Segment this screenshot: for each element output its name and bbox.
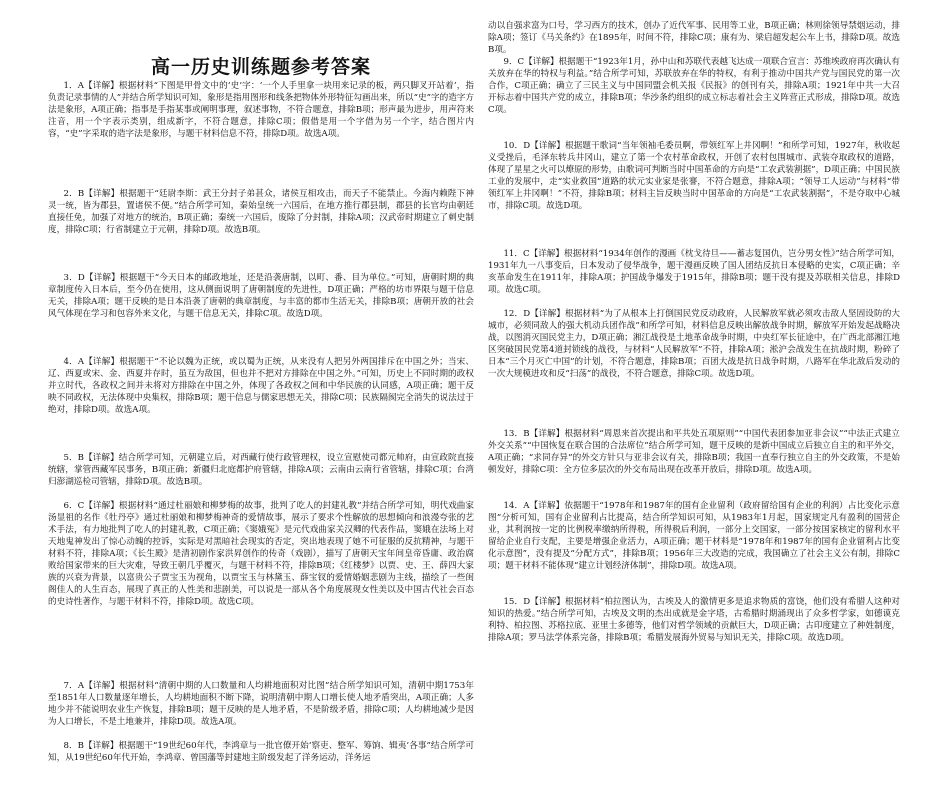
- left-column-body: [48, 80, 474, 788]
- answer-3: 3．D【详解】根据题干“今天日本的邮政地址，还是沿袭唐制，以町、番、目为单位。”可知，唐朝时期的典章制度传入日本后，至今仍在使用，这从侧面说明了唐朝制度的先进性，D项正确；严格的坊市界限与题干信息无关，排除A项；题干反映的是日本沿袭了唐朝的典章制度，与丰富的都市生活无关，排除B项；唐朝开放的社会风气体现在学习和包容外来文化，与题干信息无关，排除C项。故选D项。: [48, 273, 474, 319]
- answer-13: 13．B【详解】根据材料“周恩来首次提出和平共处五项原则”“中国代表团参加亚非会议”“中法正式建立外交关系”“中国恢复在联合国的合法席位”结合所学可知，题干反映的是新中国成立后独立自主的和平外交，A项正确；“求同存异”的外交方针只与亚非会议有关，排除B项；我国一直奉行独立自主的外交政策，不是始顿发好，排除C项：全方位多层次的外交布局出现在改革开放后，排除D项。故选A项。: [488, 429, 900, 475]
- answer-10: 10．D【详解】根据题干歌词“当年领袖毛委员啊，带领红军上井冈啊！”和所学可知，1927年，秋收起义受挫后，毛泽东转兵井冈山，建立了第一个农村革命政权，开创了农村包围城市、武装夺取政权的道路，体现了星星之火可以燎原的形势，由歌词可判断当时中国革命的方向是“工农武装割据”，D项正确；中国民族工业的发展中，走“实业救国”道路的状元实业家是张謇，不符合题意，排除A项；“领导工人运动”与材料“带领红军上井冈啊！”不符，排除B项；材料主旨反映当时中国革命的方向是“工农武装割据”，不是夺取中心城市，排除C项。故选D项。: [488, 141, 900, 211]
- answer-14: 14．A【详解】依据题干“1978年和1987年的国有企业留利（政府留给国有企业的利润）占比变化示意图”分析可知，国有企业留利占比提高，结合所学知识可知，从1983年1月起，国家规定凡有盈利的国营企业，其利润按一定的比例税率缴纳所得税，所得税后利润，一部分上交国家，一部分按国家核定的留利水平留给企业自行支配，主要是增强企业活力，A项正确；题干材料是“1978年和1987年的国有企业留利占比变化示意图”，没有提及“分配方式”，排除B项；1956年三大改造的完成，我国确立了社会主义公有制，排除C项；题干材料不能体现“建立计划经济体制”，排除D项。故选A项。: [488, 501, 900, 571]
- left-column: [48, 0, 474, 763]
- right-column-body: [488, 20, 900, 656]
- answer-8: 8．B【详解】根据题干“19世纪60年代，李鸿章与一批官僚开始‘察吏、整军、筹饷、辑夷’各事”结合所学可知，从19世纪60年代开始，李鸿章、曾国藩等封建地主阶级发起了洋务运动，洋务运: [48, 741, 474, 763]
- answer-8-continued: 动以自强求富为口号，学习西方的技术，创办了近代军事、民用等工业，B项正确；林则徐领导禁烟运动，排除A项；签订《马关条约》在1895年，时间不符，排除C项；康有为、梁启超发起公车上书，排除D项。故选B项。: [488, 21, 900, 55]
- right-column: [488, 0, 900, 658]
- answer-4: 4．A【详解】根据题干“不论以魏为正统，或以蜀为正统，从来没有人把另外两国排斥在中国之外；当宋、辽、西夏或宋、金、西夏并存时，虽互为敌国，但也并不把对方排除在中国之外。”可知，历史上不同时期的政权并立时代，各政权之间并未将对方排除在中国之外，体现了各政权之间和中华民族的认同感，A项正确；题干反映不同政权，无法体现中央集权，排除B项；题干信息与儒家思想无关，排除C项；民族隔阂完全消失的说法过于绝对，排除D项。故选A项。: [48, 357, 474, 415]
- answer-1: 1．A【详解】根据材料“下图是甲骨文中的‘史’字：‘一个人手里拿一块用来记录的板，两只脚叉开站着’，指负责记录事情的人”并结合所学知识可知，象形是指用图形和线条把物体外形特征勾画出来，所以“史”字的造字方法是象形，A项正确；指事是手指某事或阐明事理，叙述事物，不符合题意，排除B项；形声最为进步，用声符来注音，用一个字表示类别，组成新字，不符合题意，排除C项；假借是用一个字借为另一个字，结合图片内容，“史”字采取的造字法是象形，与题干材料信息不符，排除D项。故选A项。: [48, 81, 474, 139]
- answer-12: 12．D【详解】根据材料“为了从根本上打倒国民党反动政府，人民解放军就必须攻击敌人坚固设防的大城市，必须同敌人的强大机动兵团作战”和所学可知，材料信息反映出解放战争时期，解放军开始发起战略决战，以图消灭国民党主力，D项正确；湘江战役是土地革命战争时期，中央红军长征途中，在广西北部湘江地区突破国民党第4道封锁线的战役，与材料“人民解放军”不符，排除A项；淞沪会战发生在抗战时期，粉碎了日本“三个月灭亡中国”的计划，不符合题意，排除B项；百团大战是抗日战争时期，八路军在华北敌后发动的一次大规模进攻和反“扫荡”的战役，不符合题意，排除C项。故选D项。: [488, 309, 900, 379]
- page-title: 高一历史训练题参考答案: [150, 56, 371, 78]
- answer-2: 2．B【详解】根据题干“廷尉李斯：武王分封子弟甚众，诸侯互相攻击，而天子不能禁止。今海内赖陛下神灵一统，皆为郡县，置诸侯不便。”结合所学可知，秦始皇统一六国后，在地方推行郡县制，郡县的长官均由朝廷直接任免，加强了对地方的统治，B项正确；秦统一六国后，废除了分封制，排除A项；汉武帝时期建立了刺史制度，排除C项；行省制建立于元朝，排除D项。故选B项。: [48, 189, 474, 235]
- answer-11: 11．C【详解】根据材料“1934年创作的漫画《枕戈待旦——蓄志复国仇，岂分男女性》”结合所学可知，1931年九一八事变后，日本发动了侵华战争，题干漫画反映了国人团结反抗日本侵略的史实，C项正确；辛亥革命发生在1911年，排除A项；护国战争爆发于1915年，排除B项；题干没有提及苏联相关信息，排除D项。故选C项。: [488, 249, 900, 295]
- answer-6: 6．C【详解】根据材料“通过杜丽娘和柳梦梅的故事，批判了吃人的封建礼教”并结合所学可知，明代戏曲家汤显祖的名作《牡丹亭》通过杜丽娘和柳梦梅神奇的爱情故事，展示了要求个性解放的思想倾向和浪漫夸张的艺术手法，有力地批判了吃人的封建礼教，C项正确；《窦娥冤》是元代戏曲家关汉卿的代表作品，窦娥在法场上对天地鬼神发出了惊心动魄的控诉，实际是对黑暗社会现实的否定，突出地表现了她不可征服的反抗精神，与题干材料不符，排除A项；《长生殿》是清初剧作家洪昇创作的传奇（戏剧），描写了唐朝天宝年间皇帝昏庸、政治腐败给国家带来的巨大灾难，导致王朝几乎覆灭，与题干材料不符，排除B项；《红楼梦》以贾、史、王、薛四大家族的兴衰为背景，以富贵公子贾宝玉为视角，以贾宝玉与林黛玉、薛宝钗的爱情婚姻悲剧为主线，描绘了一些闺阁佳人的人生百态，展现了真正的人性美和悲剧美，可以说是一部从各个角度展现女性美以及中国古代社会百态的史诗性著作，与题干材料不符，排除D项。故选C项。: [48, 501, 474, 607]
- answer-7: 7．A【详解】根据材料“清朝中期的人口数量和人均耕地面积对比图”结合所学知识可知，清朝中期1753年至1851年人口数量逐年增长，人均耕地面积不断下降，说明清朝中期人口增长使人地矛盾突出，A项正确；人多地少并不能说明农业生产恢复，排除B项；题干反映的是人地矛盾，不是阶级矛盾，排除C项；人均耕地减少是因为人口增长，不是土地兼并，排除D项。故选A项。: [48, 681, 474, 727]
- answer-15: 15．D【详解】根据材料“柏拉图认为，古埃及人的激情更多是追求物质的富饶，他们没有希腊人这种对知识的热爱。”结合所学可知，古埃及文明的杰出成就是金字塔，古希腊时期涌现出了众多哲学家，如德谟克利特、柏拉图、苏格拉底、亚里士多德等，他们对哲学领域的贡献巨大，D项正确；古印度建立了种姓制度，排除A项；罗马法学体系完备，排除B项；希腊发展海外贸易与知识无关，排除C项。故选D项。: [488, 597, 900, 643]
- answer-5: 5．B【详解】结合所学可知，元朝建立后，对西藏行使行政管理权，设立宣慰使司都元帅府，由宣政院直接统辖，掌管西藏军民事务，B项正确；新疆归北庭都护府管辖，排除A项；云南由云南行省管辖，排除C项；台湾归澎湖巡检司管辖，排除D项。故选B项。: [48, 453, 474, 487]
- answer-9: 9．C【详解】根据题干“1923年1月，孙中山和苏联代表越飞达成一项联合宣言：苏维埃政府再次确认有关放弃在华的特权与利益。”结合所学可知，苏联放弃在华的特权，有利于推动中国共产党与国民党的第一次合作，C项正确；确立了三民主义与中国同盟会机关报《民报》的创刊有关，排除A项；1921年中共一大召开标志着中国共产党的成立，排除B项；华沙条约组织的成立标志着社会主义阵营正式形成，排除D项。故选C项。: [488, 57, 900, 115]
